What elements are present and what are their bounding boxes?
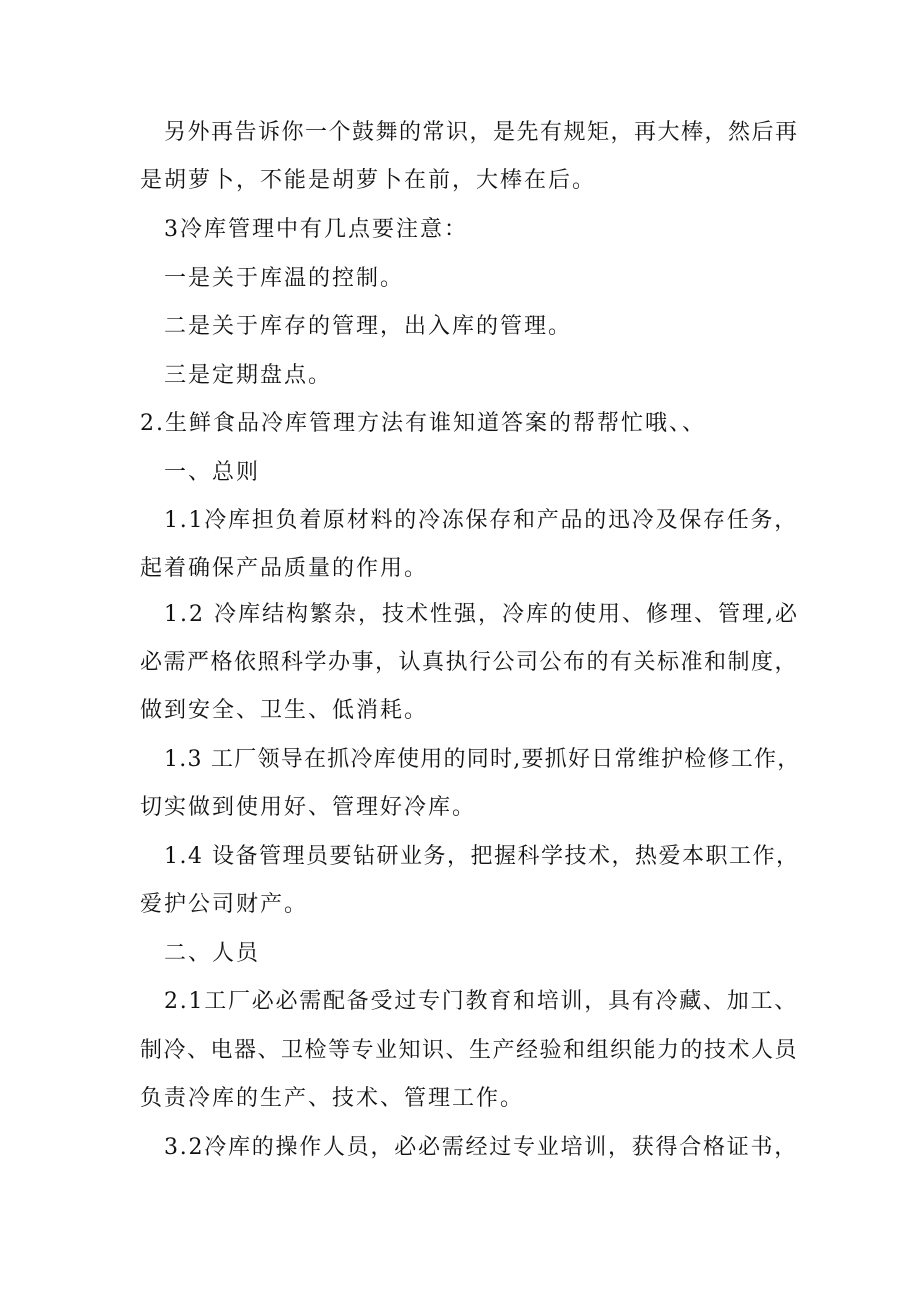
text-line: 1.1冷库担负着原材料的冷冻保存和产品的迅冷及保存任务， (164, 508, 798, 533)
text-line: 必需严格依照科学办事，认真执行公司公布的有关标准和制度， (140, 650, 799, 675)
text-line: 1.3 工厂领导在抓冷库使用的同时,要抓好日常维护检修工作， (164, 747, 801, 772)
text-line: 一是关于库温的控制。 (164, 266, 405, 291)
text-line: 三是定期盘点。 (164, 363, 333, 388)
text-line: 另外再告诉你一个鼓舞的常识，是先有规矩，再大棒，然后再 (164, 120, 799, 145)
chapter-heading: 二、人员 (164, 941, 261, 966)
text-line: 是胡萝卜，不能是胡萝卜在前，大棒在后。 (140, 168, 597, 193)
text-line: 爱护公司财产。 (140, 892, 309, 917)
text-line: 1.2 冷库结构繁杂，技术性强，冷库的使用、修理、管理,必 (164, 602, 799, 627)
text-line: 二是关于库存的管理，出入库的管理。 (164, 314, 573, 339)
text-line: 制冷、电器、卫检等专业知识、生产经验和组织能力的技术人员 (140, 1038, 799, 1063)
text-line: 切实做到使用好、管理好冷库。 (140, 795, 477, 820)
chapter-heading: 一、总则 (164, 460, 261, 485)
text-line: 1.4 设备管理员要钻研业务，把握科学技术，热爱本职工作， (164, 844, 800, 869)
text-line: 负责冷库的生产、技术、管理工作。 (140, 1086, 525, 1111)
text-line: 3.2冷库的操作人员，必必需经过专业培训，获得合格证书， (164, 1135, 798, 1160)
text-line: 2.1工厂必必需配备受过专门教育和培训，具有冷藏、加工、 (164, 989, 798, 1014)
text-line: 做到安全、卫生、低消耗。 (140, 698, 429, 723)
text-line: 3冷库管理中有几点要注意： (164, 217, 468, 242)
text-line: 起着确保产品质量的作用。 (140, 556, 429, 581)
section-heading: 2.生鲜食品冷库管理方法有谁知道答案的帮帮忙哦、、 (140, 411, 706, 436)
